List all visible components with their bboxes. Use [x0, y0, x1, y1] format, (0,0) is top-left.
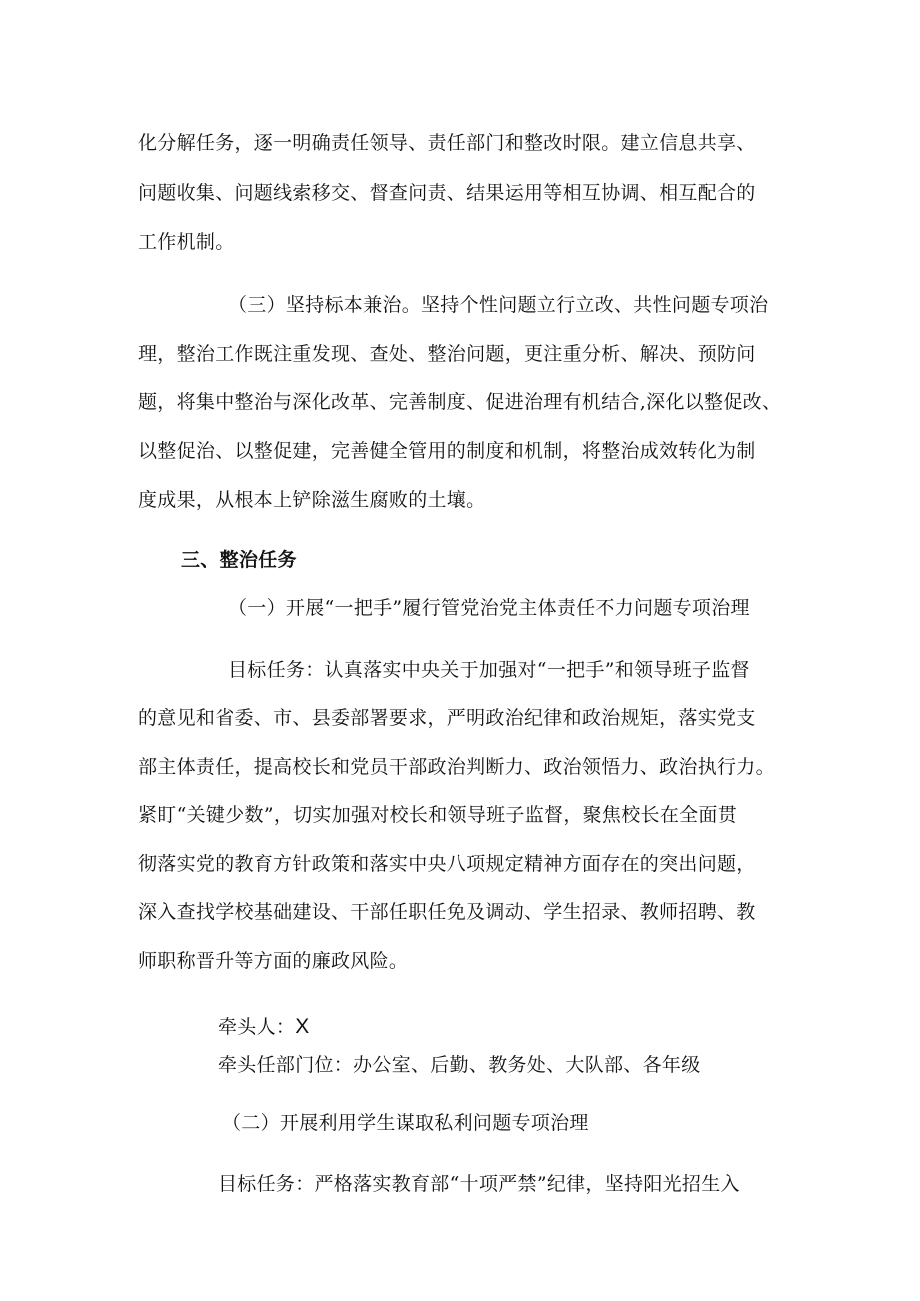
lead-person-line	[218, 1015, 878, 1039]
subsection-heading: （一）开展“一把手”履行管党治党主体责任不力问题专项治理	[228, 597, 750, 619]
text-line: 化分解任务，逐一明确责任领导、责任部门和整改时限。建立信息共享、	[138, 132, 756, 154]
lead-department-line: 牵头任部门位：办公室、后勤、教务处、大队部、各年级	[218, 1054, 701, 1076]
lead-value: X	[295, 1015, 310, 1038]
text-line: 目标任务：认真落实中央关于加强对“一把手”和领导班子监督	[228, 659, 750, 681]
text-line: 题，将集中整治与深化改革、完善制度、促进治理有机结合,深化以整促改、	[138, 391, 782, 413]
text-line: 师职称晋升等方面的廉政风险。	[138, 950, 409, 972]
subsection-heading: （二）开展利用学生谋取私利问题专项治理	[222, 1112, 589, 1134]
text-line: 问题收集、问题线索移交、督查问责、结果运用等相互协调、相互配合的	[138, 182, 756, 204]
text-line: 目标任务：严格落实教育部“十项严禁”纪律，坚持阳光招生入	[218, 1173, 740, 1195]
text-line: （三）坚持标本兼治。坚持个性问题立行立改、共性问题专项治	[228, 294, 769, 316]
text-line: 工作机制。	[138, 231, 235, 253]
lead-label: 牵头人：	[218, 1016, 296, 1038]
text-line: 理，整治工作既注重发现、查处、整治问题，更注重分析、解决、预防问	[138, 343, 756, 365]
text-line: 彻落实党的教育方针政策和落实中央八项规定精神方面存在的突出问题，	[138, 853, 756, 875]
text-line: 度成果，从根本上铲除滋生腐败的土壤。	[138, 489, 486, 511]
text-line: 以整促治、以整促建，完善健全管用的制度和机制，将整治成效转化为制	[138, 440, 756, 462]
text-line: 紧盯“关键少数”，切实加强对校长和领导班子监督，聚焦校长在全面贯	[138, 804, 738, 826]
text-line: 部主体责任，提高校长和党员干部政治判断力、政治领悟力、政治执行力。	[138, 756, 775, 778]
text-line: 深入查找学校基础建设、干部任职任免及调动、学生招录、教师招聘、教	[138, 901, 756, 923]
section-heading: 三、整治任务	[181, 549, 297, 571]
text-line: 的意见和省委、市、县委部署要求，严明政治纪律和政治规矩，落实党支	[138, 707, 756, 729]
